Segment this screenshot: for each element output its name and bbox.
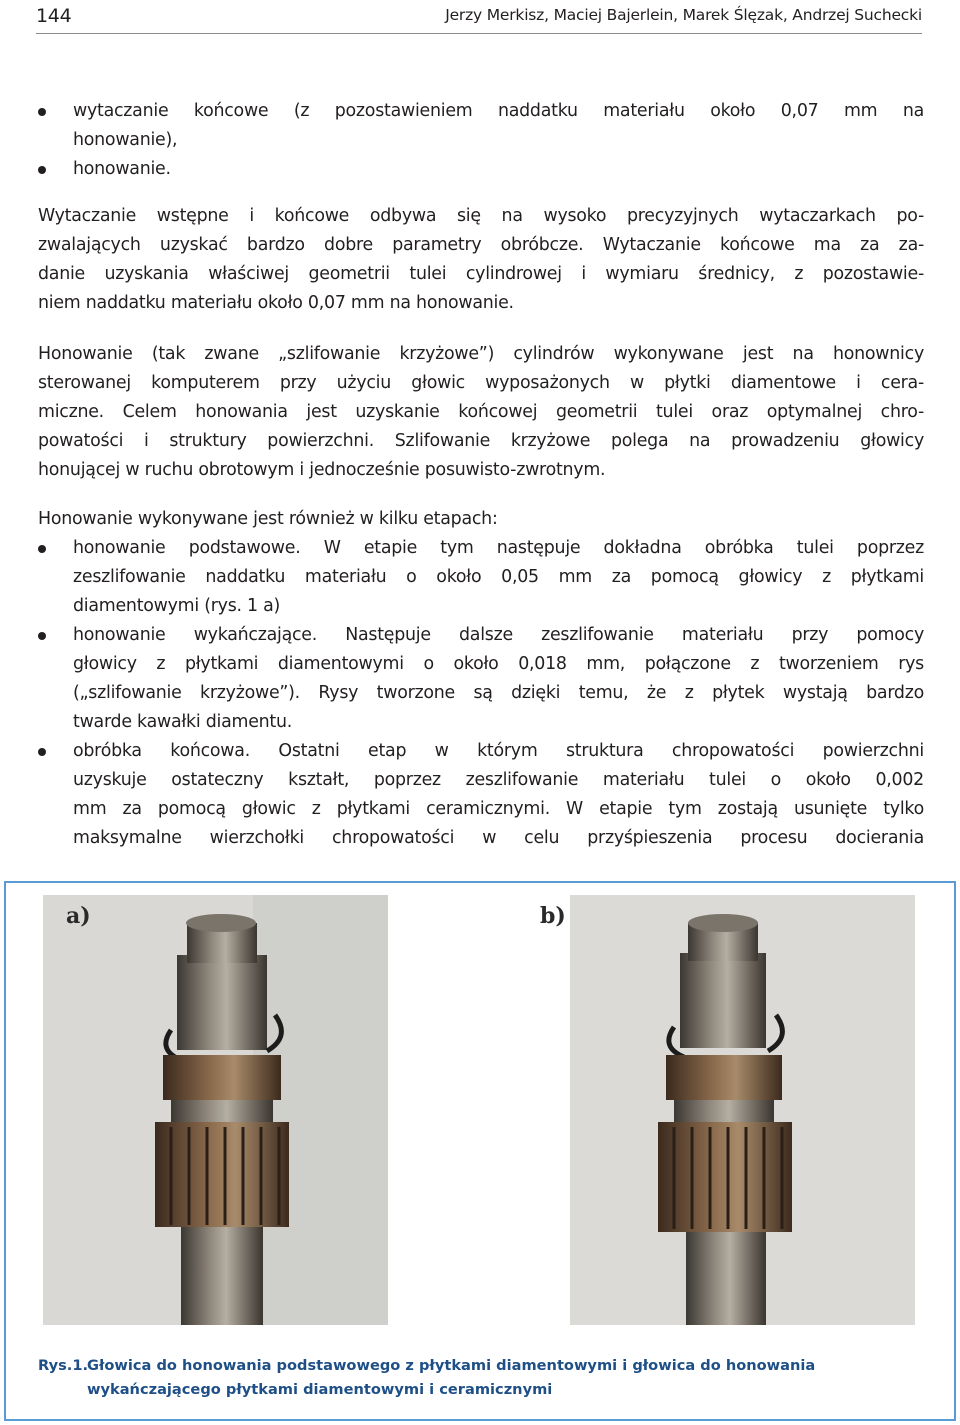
list-item-line: mm za pomocą głowic z płytkami ceramicznymi. W etapie tym zostają usunięte tylko [73,799,924,819]
paragraph-line: danie uzyskania właściwej geometrii tulei cylindrowej i wymiaru średnicy, z pozostawie- [38,264,924,284]
honing-head-illustration [43,895,388,1325]
paragraph-line: miczne. Celem honowania jest uzyskanie końcowej geometrii tulei oraz optymalnej chro- [38,402,924,422]
list-item-line: honowanie), [73,130,178,150]
list-item-line: honowanie podstawowe. W etapie tym następuje dokładna obróbka tulei poprzez [73,538,924,558]
list-item-line: twarde kawałki diamentu. [73,712,293,732]
honing-head-illustration [570,895,915,1325]
photo-label-b: b) [540,903,566,929]
list-item-line: („szlifowanie krzyżowe”). Rysy tworzone są dzięki temu, że z płytek wystają bardzo [73,683,924,703]
paragraph-line: Honowanie (tak zwane „szlifowanie krzyżowe”) cylindrów wykonywane jest na honownicy [38,344,924,364]
paragraph-honing [38,340,924,485]
list-item-line: diamentowymi (rys. 1 a) [73,596,281,616]
caption-text: Głowica do honowania podstawowego z płytkami diamentowymi i głowica do honowania [87,1357,816,1374]
list-item-line: honowanie wykańczające. Następuje dalsze zeszlifowanie materiału przy pomocy [73,625,924,645]
paragraph-line: zwalających uzyskać bardzo dobre parametry obróbcze. Wytaczanie końcowe ma za za- [38,235,924,255]
bullet-icon [38,748,46,756]
page-number: 144 [36,5,72,27]
caption-line [38,1354,815,1378]
caption-label: Rys.1. [38,1357,89,1374]
list-item [38,97,924,155]
list-item [38,534,924,621]
figure-caption [38,1354,815,1402]
paragraph-intro: Honowanie wykonywane jest również w kilku etapach: [38,509,498,529]
paragraph-line: sterowanej komputerem przy użyciu głowic wyposażonych w płytki diamentowe i cera- [38,373,924,393]
bullet-list-operations [38,97,924,184]
list-item [38,621,924,737]
caption-line: wykańczającego płytkami diamentowymi i ceramicznymi [87,1381,553,1398]
list-item-line: maksymalne wierzchołki chropowatości w celu przyśpieszenia procesu docierania [73,828,924,848]
running-head-authors: Jerzy Merkisz, Maciej Bajerlein, Marek Ślęzak, Andrzej Suchecki [445,6,922,24]
list-item-line: głowicy z płytkami diamentowymi o około 0,018 mm, połączone z tworzeniem rys [73,654,924,674]
list-item-line: honowanie. [73,159,171,179]
list-item-line: uzyskuje ostateczny kształt, poprzez zeszlifowanie materiału tulei o około 0,002 [73,770,924,790]
header-rule [36,33,922,34]
bullet-icon [38,545,46,553]
page-header [36,0,922,34]
photo-honing-head-b [540,895,915,1325]
list-item [38,737,924,853]
paragraph-honing-stages [38,505,924,853]
paragraph-line: niem naddatku materiału około 0,07 mm na honowanie. [38,293,514,313]
list-item [38,155,924,184]
list-item-line: obróbka końcowa. Ostatni etap w którym struktura chropowatości powierzchni [73,741,924,761]
photo-honing-head-a [43,895,388,1325]
bullet-icon [38,166,46,174]
bullet-icon [38,632,46,640]
paragraph-line: powatości i struktury powierzchni. Szlifowanie krzyżowe polega na prowadzeniu głowicy [38,431,924,451]
photo-label-a: a) [66,903,91,929]
bullet-icon [38,108,46,116]
list-item-line: wytaczanie końcowe (z pozostawieniem naddatku materiału około 0,07 mm na [73,101,924,121]
paragraph-boring [38,202,924,318]
paragraph-line: Wytaczanie wstępne i końcowe odbywa się na wysoko precyzyjnych wytaczarkach po- [38,206,924,226]
paragraph-line: honującej w ruchu obrotowym i jednocześnie posuwisto-zwrotnym. [38,460,606,480]
list-item-line: zeszlifowanie naddatku materiału o około 0,05 mm za pomocą głowicy z płytkami [73,567,924,587]
